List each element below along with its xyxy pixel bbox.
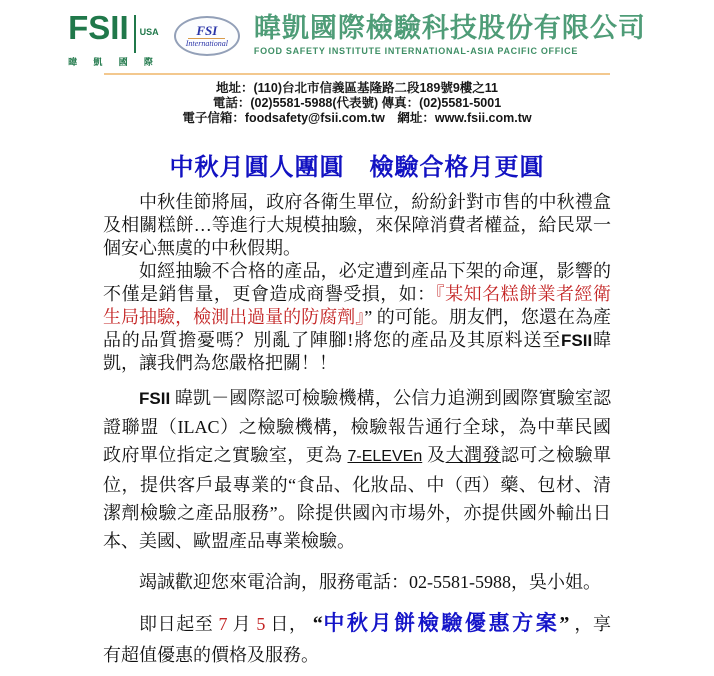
- letterhead: [0, 0, 714, 126]
- contact-address: 地址：(110)台北市信義區基隆路二段189號9樓之11: [215, 81, 498, 95]
- warning-text-middle: ” 的可能。朋友們，您還在為產品的品質擔憂嗎？別亂了陣腳!將您的產品及其原料送至: [103, 307, 612, 350]
- header-divider-line: [104, 73, 610, 75]
- company-name-chinese: 暐凱國際檢驗科技股份有限公司: [253, 13, 646, 43]
- promo-close-quote: ”: [559, 613, 570, 635]
- promo-text-day: 日，: [265, 614, 313, 634]
- contact-info: [0, 81, 714, 126]
- warning-text-start: 如經抽驗不合格的產品，必定遭到產品下架的命運，影響的不僅是銷售量，更會造成商譽受損，如：: [103, 261, 611, 304]
- fsii-logo: [68, 9, 160, 68]
- promo-plan-name: 中秋月餅檢驗優惠方案: [322, 611, 560, 635]
- promo-day-number: 5: [256, 614, 266, 634]
- company-name-english: FOOD SAFETY INSTITUTE INTERNATIONAL-ASIA PACIFIC OFFICE: [253, 46, 579, 56]
- seal-fsi-text: FSI: [188, 24, 225, 39]
- paragraph-intro: 中秋佳節將屆，政府各衛生單位，紛紛針對市售的中秋禮盒及相關糕餅…等進行大規模抽驗，來保障消費者權益，給民眾一個安心無虞的中秋假期。: [103, 192, 611, 258]
- rt-mart-brand: 大潤發: [445, 445, 501, 465]
- letter-body: [103, 191, 611, 671]
- page-title: 中秋月圓人團圓 檢驗合格月更圓: [169, 155, 545, 181]
- company-intro-rest: 認可之檢驗單位，提供客戶最專業的“食品、化妝品、中（西）藥、包材、清潔劑檢驗之產品服務”。除提供國內市場外，亦提供國外輸出日本、美國、歐盟產品專業檢驗。: [103, 445, 612, 551]
- company-name-block: [254, 13, 646, 56]
- paragraph-promotion: [103, 608, 611, 671]
- promo-open-quote: “: [312, 613, 323, 635]
- seal-international-text: International: [185, 38, 228, 48]
- red-alert-quote: 『某知名糕餅業者經衛生局抽驗，檢測出過量的防腐劑』: [103, 284, 612, 327]
- company-intro-text: 暐凱－國際認可檢驗機構，公信力追溯到國際實驗室認證聯盟（ILAC）之檢驗機構，檢驗報告通行全球，為中華民國政府單位指定之實驗室，更為: [103, 388, 611, 465]
- paragraph-warning: [103, 260, 611, 375]
- company-intro-conj: 及: [422, 445, 446, 465]
- contact-email-website: 電子信箱：foodsafety@fsii.com.tw 網址：www.fsii.com.tw: [182, 111, 532, 125]
- fsii-logo-chinese-label: 暐 凱 國 際: [68, 57, 160, 67]
- fsii-logo-text: FSII: [68, 9, 129, 46]
- seven-eleven-brand: 7-ELEVEn: [347, 448, 423, 465]
- promo-text-end: ，享有超值優惠的價格及服務。: [103, 614, 612, 665]
- letterhead-logo-row: [0, 0, 714, 68]
- warning-text-end: 暐凱，讓我們為您嚴格把關！！: [103, 330, 612, 373]
- contact-phone-fax: 電話：(02)5581-5988(代表號) 傳真：(02)5581-5001: [212, 96, 502, 110]
- fsi-international-seal: [174, 16, 240, 56]
- fsii-logo-top: [68, 9, 160, 53]
- logo-divider-line: [134, 15, 136, 53]
- promo-month-number: 7: [218, 614, 228, 634]
- paragraph-contact-invite: 竭誠歡迎您來電洽詢，服務電話：02-5581-5988，吳小姐。: [139, 572, 601, 592]
- fsii-brand-inline: FSII: [561, 331, 593, 350]
- paragraph-company-intro: [103, 384, 611, 555]
- usa-label: USA: [139, 27, 159, 37]
- promo-text-start: 即日起至: [139, 614, 219, 634]
- fsii-brand-inline: FSII: [139, 389, 171, 408]
- promo-text-month: 月: [227, 614, 257, 634]
